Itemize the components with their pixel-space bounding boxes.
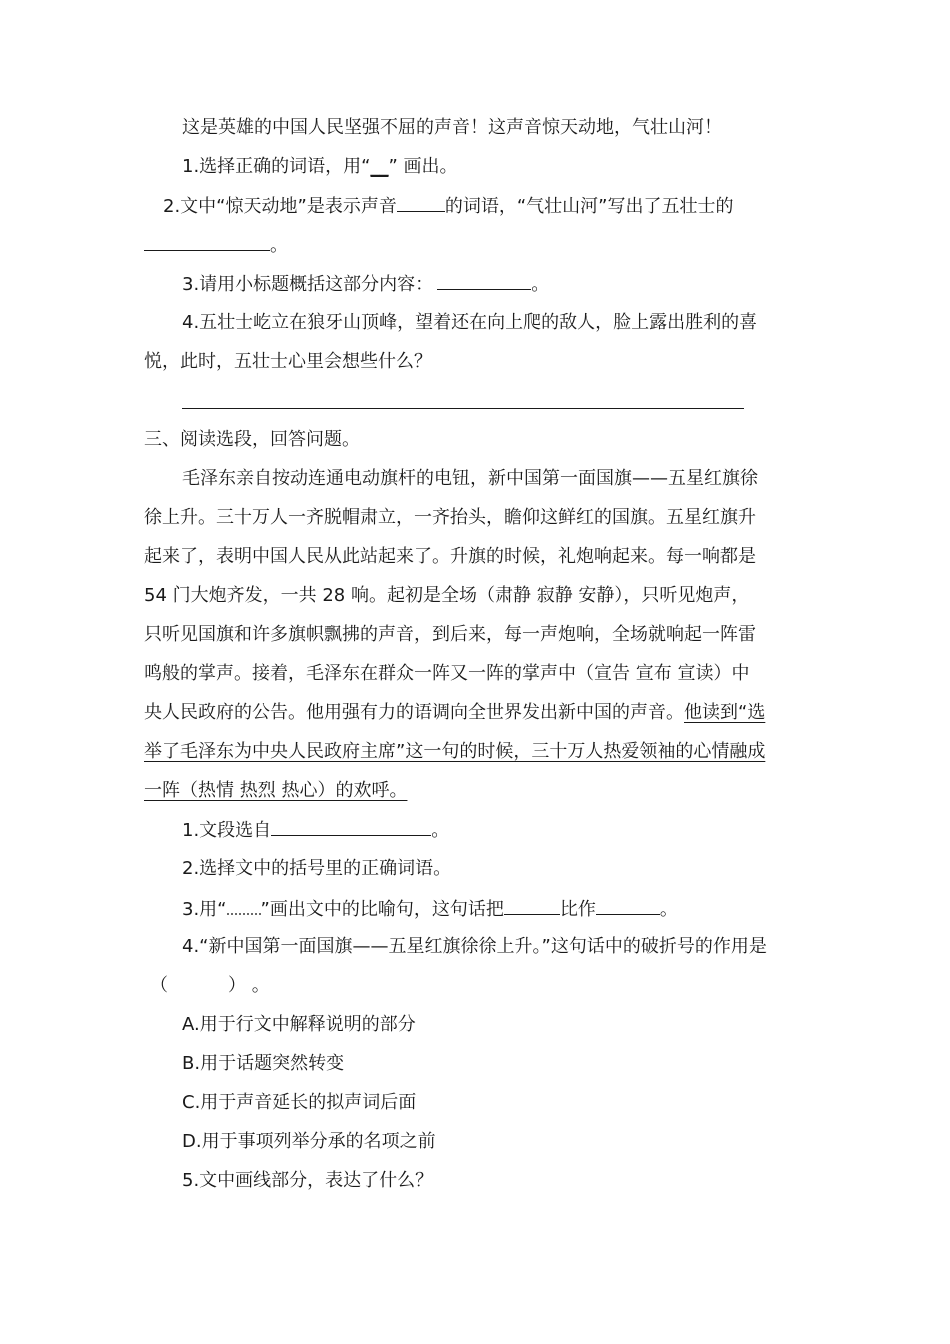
answer-blank[interactable] [397,193,445,212]
answer-blank[interactable] [437,271,531,290]
passage-line [144,778,806,804]
wavy-underline-sample [227,895,261,915]
passage-closing-sentence: 这是英雄的中国人民坚强不屈的声音！这声音惊天动地，气壮山河！ [182,117,722,138]
question-2-2-continued: 。 [144,232,806,259]
passage-line: 徐上升。三十万人一齐脱帽肃立，一齐抬头，瞻仰这鲜红的国旗。五星红旗升 [144,507,756,528]
question-3-1: 1.文段选自 。 [182,817,844,844]
underlined-sentence: 一阵（热情 热烈 热心）的欢呼。 [144,780,408,801]
section-3-heading: 三、阅读选段，回答问题。 [144,429,360,450]
question-2-4-line2: 悦，此时，五壮士心里会想些什么？ [144,351,432,372]
question-3-3: 3.用“ ”画出文中的比喻句，这句话把 比作 。 [182,895,844,923]
answer-blank[interactable] [596,896,660,915]
passage-line: 鸣般的掌声。接着，毛泽东在群众一阵又一阵的掌声中（宣告 宣布 宣读）中 [144,663,750,684]
passage-line: 只听见国旗和许多旗帜飘拂的声音，到后来，每一声炮响，全场就响起一阵雷 [144,624,756,645]
answer-line[interactable] [182,408,744,409]
question-3-4-answer: （ ） 。 [150,975,270,996]
option-d: D.用于事项列举分承的名项之前 [182,1131,436,1152]
passage-line: 54 门大炮齐发，一共 28 响。起初是全场（肃静 寂静 安静），只听见炮声， [144,585,750,606]
passage-line: 起来了，表明中国人民从此站起来了。升旗的时候，礼炮响起来。每一响都是 [144,546,756,567]
passage-line: 毛泽东亲自按动连通电动旗杆的电钮，新中国第一面国旗——五星红旗徐 [182,468,758,489]
question-3-4-line1: 4.“新中国第一面国旗——五星红旗徐徐上升。”这句话中的破折号的作用是 [182,936,767,957]
passage-line [144,739,806,765]
underline-sample: __ [370,156,389,177]
option-b: B.用于话题突然转变 [182,1053,345,1074]
answer-blank[interactable] [504,896,560,915]
passage-line: 央人民政府的公告。他用强有力的语调向全世界发出新中国的声音。他读到“选 [144,702,766,723]
question-2-1: 1.选择正确的词语，用“__” 画出。 [182,156,458,177]
question-3-5: 5.文中画线部分，表达了什么？ [182,1170,434,1191]
question-3-2: 2.选择文中的括号里的正确词语。 [182,858,452,879]
underlined-sentence: 举了毛泽东为中央人民政府主席”这一句的时候，三十万人热爱领袖的心情融成 [144,741,766,762]
answer-blank[interactable] [271,817,431,836]
option-c: C.用于声音延长的拟声词后面 [182,1092,417,1113]
underlined-sentence: 他读到“选 [684,702,766,723]
answer-blank[interactable] [144,232,270,251]
question-2-2: 2.文中“惊天动地”是表示声音 的词语，“气壮山河”写出了五壮士的 [163,193,825,220]
option-a: A.用于行文中解释说明的部分 [182,1014,416,1035]
question-2-3: 3.请用小标题概括这部分内容： 。 [182,271,844,298]
question-2-4-line1: 4.五壮士屹立在狼牙山顶峰，望着还在向上爬的敌人，脸上露出胜利的喜 [182,312,758,333]
